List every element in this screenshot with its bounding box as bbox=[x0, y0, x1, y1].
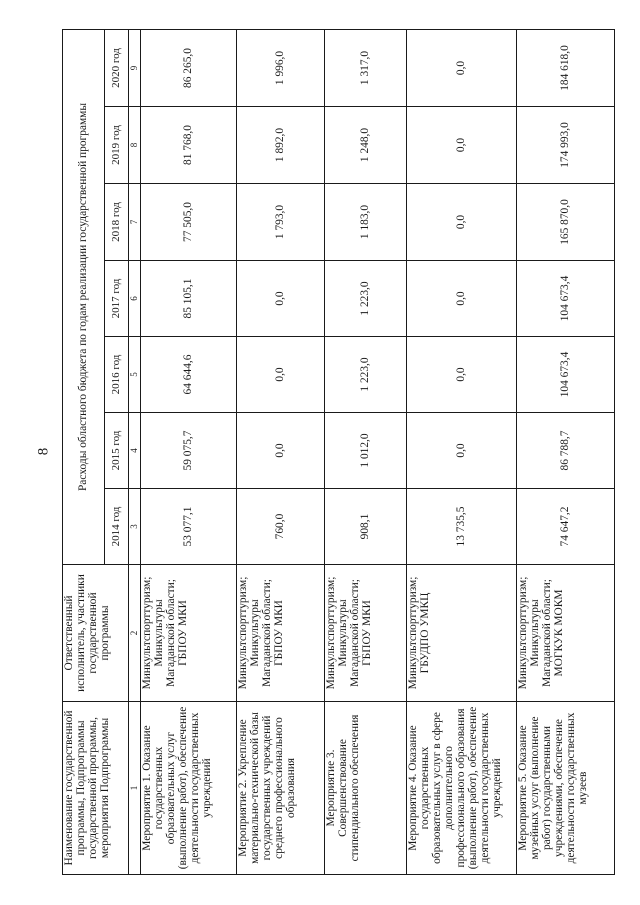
value-cell: 1 012,0 bbox=[325, 413, 407, 489]
table-row bbox=[407, 29, 517, 874]
header-name: Наименование государственной программы, Подпрограммы государственной программы, мероприятия Подпрограммы bbox=[63, 702, 129, 875]
row-executor: Минкультспорттуризм; Минкультуры Магаданской области; ГБПОУ МКИ bbox=[237, 565, 325, 702]
value-cell: 0,0 bbox=[407, 184, 517, 261]
value-cell: 104 673,4 bbox=[517, 261, 615, 337]
value-cell: 0,0 bbox=[237, 261, 325, 337]
value-cell: 1 892,0 bbox=[237, 107, 325, 184]
value-cell: 13 735,5 bbox=[407, 489, 517, 565]
column-index: 4 bbox=[129, 413, 141, 489]
value-cell: 165 870,0 bbox=[517, 184, 615, 261]
value-cell: 81 768,0 bbox=[141, 107, 237, 184]
row-name: Мероприятие 2. Укрепление материально-технической базы государственных учреждений среднего профессионального образования bbox=[237, 702, 325, 875]
value-cell: 53 077,1 bbox=[141, 489, 237, 565]
header-year: 2019 год bbox=[105, 107, 129, 184]
value-cell: 0,0 bbox=[237, 337, 325, 413]
rotated-table-container bbox=[62, 30, 612, 875]
column-index-row bbox=[129, 29, 141, 874]
value-cell: 1 223,0 bbox=[325, 261, 407, 337]
table-row bbox=[237, 29, 325, 874]
column-index: 5 bbox=[129, 337, 141, 413]
table-row bbox=[325, 29, 407, 874]
value-cell: 760,0 bbox=[237, 489, 325, 565]
header-executor: Ответственный исполнитель, участники государственной программы bbox=[63, 565, 129, 702]
header-year: 2020 год bbox=[105, 29, 129, 106]
value-cell: 85 105,1 bbox=[141, 261, 237, 337]
value-cell: 0,0 bbox=[407, 29, 517, 106]
table-row bbox=[517, 29, 615, 874]
row-name: Мероприятие 1. Оказание государственных образовательных услуг (выполнение работ), обеспечение деятельности государственных учреждений bbox=[141, 702, 237, 875]
value-cell: 0,0 bbox=[237, 413, 325, 489]
row-name: Мероприятие 4. Оказание государственных образовательных услуг в сфере дополнительного профессионального образования (выполнение работ), обеспечение деятельности государственных учреждений bbox=[407, 702, 517, 875]
header-expenses-group: Расходы областного бюджета по годам реализации государственной программы bbox=[63, 29, 105, 564]
row-executor: Минкультспорттуризм; Минкультуры Магаданской области; ГБПОУ МКИ bbox=[141, 565, 237, 702]
value-cell: 0,0 bbox=[407, 337, 517, 413]
page-number: 8 bbox=[35, 447, 52, 456]
table-row bbox=[141, 29, 237, 874]
value-cell: 64 644,6 bbox=[141, 337, 237, 413]
header-year: 2018 год bbox=[105, 184, 129, 261]
header-year: 2017 год bbox=[105, 261, 129, 337]
row-name: Мероприятие 3. Совершенствование стипендиального обеспечения bbox=[325, 702, 407, 875]
column-index: 3 bbox=[129, 489, 141, 565]
column-index: 2 bbox=[129, 565, 141, 702]
value-cell: 174 993,0 bbox=[517, 107, 615, 184]
value-cell: 1 183,0 bbox=[325, 184, 407, 261]
value-cell: 77 505,0 bbox=[141, 184, 237, 261]
budget-table bbox=[62, 29, 615, 875]
value-cell: 1 248,0 bbox=[325, 107, 407, 184]
header-year: 2015 год bbox=[105, 413, 129, 489]
value-cell: 0,0 bbox=[407, 261, 517, 337]
value-cell: 74 647,2 bbox=[517, 489, 615, 565]
value-cell: 1 793,0 bbox=[237, 184, 325, 261]
value-cell: 59 075,7 bbox=[141, 413, 237, 489]
value-cell: 184 618,0 bbox=[517, 29, 615, 106]
column-index: 7 bbox=[129, 184, 141, 261]
column-index: 1 bbox=[129, 702, 141, 875]
header-row-group bbox=[63, 29, 105, 874]
value-cell: 1 317,0 bbox=[325, 29, 407, 106]
value-cell: 1 223,0 bbox=[325, 337, 407, 413]
value-cell: 86 265,0 bbox=[141, 29, 237, 106]
column-index: 8 bbox=[129, 107, 141, 184]
value-cell: 104 673,4 bbox=[517, 337, 615, 413]
header-year: 2016 год bbox=[105, 337, 129, 413]
column-index: 9 bbox=[129, 29, 141, 106]
value-cell: 1 996,0 bbox=[237, 29, 325, 106]
row-executor: Минкультспорттуризм; Минкультуры Магаданской области; МОГКУК МОКМ bbox=[517, 565, 615, 702]
row-executor: Минкультспорттуризм; ГБУДПО УМКЦ bbox=[407, 565, 517, 702]
row-name: Мероприятие 5. Оказание музейных услуг (выполнение работ) государственными учреждениями, обеспечение деятельности государственных музеев bbox=[517, 702, 615, 875]
row-executor: Минкультспорттуризм; Минкультуры Магаданской области; ГБПОУ МКИ bbox=[325, 565, 407, 702]
header-year: 2014 год bbox=[105, 489, 129, 565]
value-cell: 0,0 bbox=[407, 107, 517, 184]
value-cell: 908,1 bbox=[325, 489, 407, 565]
value-cell: 0,0 bbox=[407, 413, 517, 489]
column-index: 6 bbox=[129, 261, 141, 337]
value-cell: 86 788,7 bbox=[517, 413, 615, 489]
